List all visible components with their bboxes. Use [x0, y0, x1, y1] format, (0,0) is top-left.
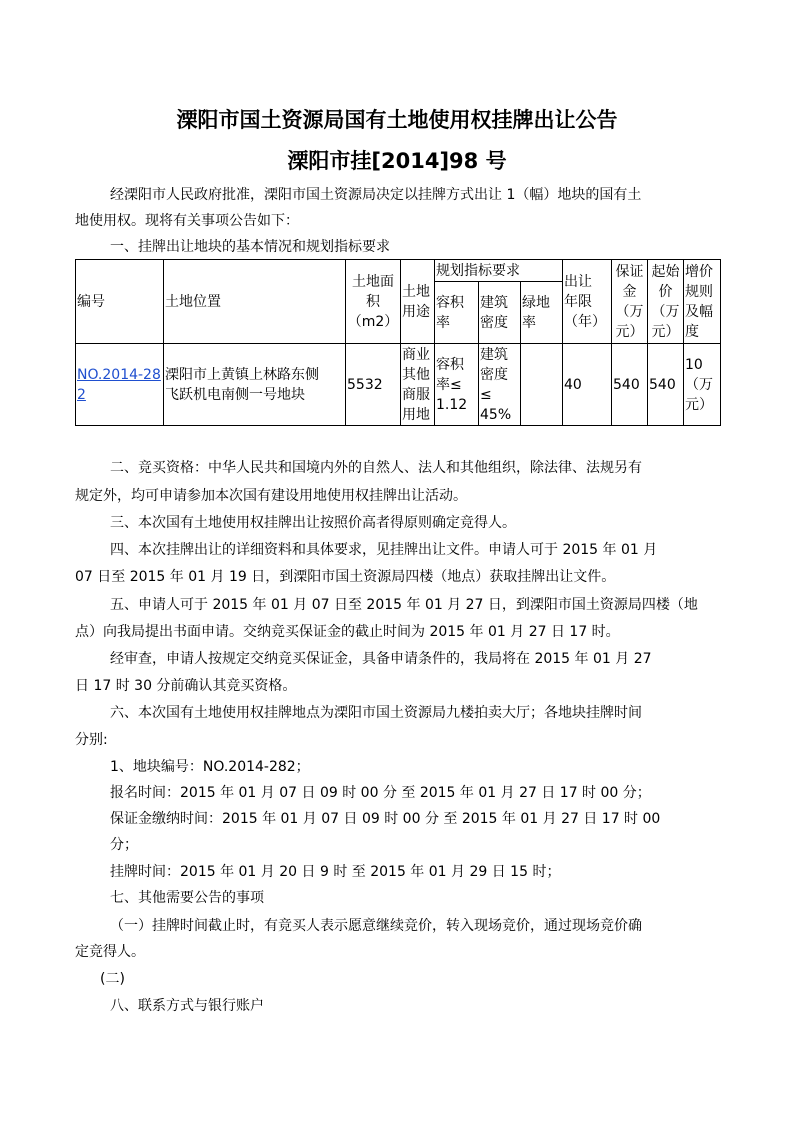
deposit-time-line-2: 分；	[110, 837, 138, 853]
header-building-density: 建筑 密度	[479, 282, 521, 344]
document-title: 溧阳市国土资源局国有土地使用权挂牌出让公告	[176, 108, 618, 132]
section-7-heading: 七、其他需要公告的事项	[110, 890, 264, 906]
table-header-row	[76, 260, 721, 282]
parcel-number-line: 1、地块编号：NO.2014-282；	[110, 759, 310, 775]
parcel-term: 40	[563, 344, 612, 426]
intro-line-1: 经溧阳市人民政府批准，溧阳市国土资源局决定以挂牌方式出让 1（幅）地块的国有土	[110, 187, 642, 203]
section-5-line-1: 五、申请人可于 2015 年 01 月 07 日至 2015 年 01 月 27 日，到溧阳市国土资源局四楼（地	[110, 597, 698, 613]
parcel-area: 5532	[346, 344, 401, 426]
header-term: 出让 年限 （年）	[563, 260, 612, 344]
parcel-location: 溧阳市上黄镇上林路东侧 飞跃机电南侧一号地块	[164, 344, 346, 426]
header-area: 土地面 积 （m2）	[346, 260, 401, 344]
header-location: 土地位置	[164, 260, 346, 344]
deposit-time-line-1: 保证金缴纳时间：2015 年 01 月 07 日 09 时 00 分 至 2015 年 01 月 27 日 17 时 00	[110, 811, 661, 827]
parcel-floor-area-ratio: 容积 率≤ 1.12	[435, 344, 479, 426]
section-6-line-2: 分别:	[75, 732, 108, 748]
header-starting-price: 起始 价 （万 元）	[648, 260, 684, 344]
signup-time: 报名时间：2015 年 01 月 07 日 09 时 00 分 至 2015 年 01 月 27 日 17 时 00 分；	[110, 785, 651, 801]
section-5-line-2: 点）向我局提出书面申请。交纳竞买保证金的截止时间为 2015 年 01 月 27 日 17 时。	[75, 624, 620, 640]
parcel-increment-rule: 10 （万 元）	[684, 344, 721, 426]
parcel-green-ratio	[521, 344, 563, 426]
header-increment-rule: 增价 规则 及幅 度	[684, 260, 721, 344]
header-green-ratio: 绿地 率	[521, 282, 563, 344]
document-number: 溧阳市挂[2014]98 号	[287, 149, 507, 173]
review-line-2: 日 17 时 30 分前确认其竞买资格。	[75, 678, 297, 694]
land-parcel-table	[75, 259, 721, 426]
parcel-number-link[interactable]: NO.2014-282	[77, 366, 161, 403]
section-7-item-2: (二)	[100, 971, 125, 987]
listing-time: 挂牌时间：2015 年 01 月 20 日 9 时 至 2015 年 01 月 29 日 15 时；	[110, 864, 561, 880]
section-7-item-1-line-2: 定竞得人。	[75, 944, 145, 960]
review-line-1: 经审查，申请人按规定交纳竞买保证金，具备申请条件的，我局将在 2015 年 01 月 27	[110, 651, 652, 667]
parcel-number	[76, 344, 164, 426]
header-planning-indicators: 规划指标要求	[435, 260, 563, 282]
section-3: 三、本次国有土地使用权挂牌出让按照价高者得原则确定竞得人。	[110, 515, 516, 531]
parcel-building-density: 建筑 密度 ≤ 45%	[479, 344, 521, 426]
header-number: 编号	[76, 260, 164, 344]
parcel-land-use: 商业 其他 商服 用地	[401, 344, 435, 426]
section-7-item-1-line-1: （一）挂牌时间截止时，有竞买人表示愿意继续竞价，转入现场竞价，通过现场竞价确	[110, 918, 642, 934]
parcel-deposit: 540	[612, 344, 648, 426]
header-floor-area-ratio: 容积 率	[435, 282, 479, 344]
section-2-line-2: 规定外，均可申请参加本次国有建设用地使用权挂牌出让活动。	[75, 488, 467, 504]
header-land-use: 土地 用途	[401, 260, 435, 344]
section-8-heading: 八、联系方式与银行账户	[110, 998, 264, 1014]
section-4-line-2: 07 日至 2015 年 01 月 19 日，到溧阳市国土资源局四楼（地点）获取挂牌出让文件。	[75, 569, 616, 585]
header-deposit: 保证 金 （万 元）	[612, 260, 648, 344]
section-4-line-1: 四、本次挂牌出让的详细资料和具体要求，见挂牌出让文件。申请人可于 2015 年 01 月	[110, 542, 658, 558]
parcel-starting-price: 540	[648, 344, 684, 426]
section-1-heading: 一、挂牌出让地块的基本情况和规划指标要求	[110, 239, 390, 255]
intro-line-2: 地使用权。现将有关事项公告如下：	[75, 213, 299, 229]
section-6-line-1: 六、本次国有土地使用权挂牌地点为溧阳市国土资源局九楼拍卖大厅；各地块挂牌时间	[110, 705, 642, 721]
section-2-line-1: 二、竞买资格：中华人民共和国境内外的自然人、法人和其他组织，除法律、法规另有	[110, 460, 642, 476]
table-row	[76, 344, 721, 426]
